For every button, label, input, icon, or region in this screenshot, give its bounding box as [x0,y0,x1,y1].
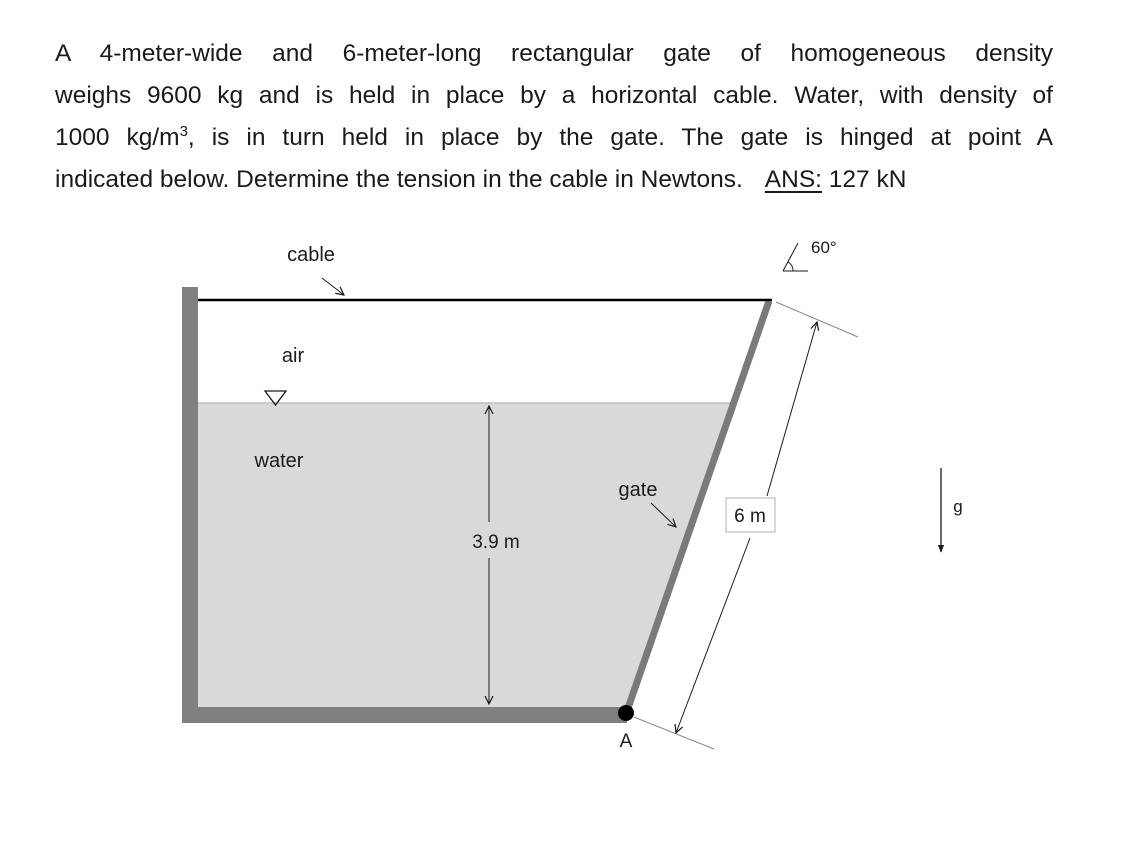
gate-length-label: 6 m [734,506,766,527]
gravity-label: g [953,497,963,516]
answer-label: ANS: [764,166,822,193]
angle-label: 60° [811,238,837,257]
angle-slant-line [783,243,798,271]
air-label: air [281,345,305,367]
hinge-point [618,705,634,721]
cubic-superscript: 3 [179,122,188,140]
problem-line-2: weighs 9600 kg and is held in place by a horizontal cable. Water, with density of [55,82,1053,109]
water-label: water [254,450,304,472]
cable-pointer-arrow [322,278,344,295]
problem-line-3-start: 1000 kg/m [55,124,180,151]
gate-length-dimension-lower [676,538,750,733]
cable-label: cable [287,244,335,266]
problem-line-3-end: , is in turn held in place by the gate. The gate is hinged at point A [187,124,1053,151]
bottom-wall [182,707,627,723]
angle-indicator [783,238,837,271]
left-wall [182,287,198,723]
answer-value: 127 kN [828,166,907,193]
gate-length-dimension-upper [767,322,817,496]
angle-arc [788,262,793,271]
dimension-extension-bottom [634,717,714,749]
depth-label: 3.9 m [472,532,520,553]
problem-line-1: A 4-meter-wide and 6-meter-long rectangular gate of homogeneous density [55,40,1053,67]
hinge-label: A [619,731,633,752]
problem-question: indicated below. Determine the tension in the cable in Newtons. [55,166,743,193]
gate-label: gate [618,479,658,501]
dimension-extension-top [776,302,858,337]
water-region [198,403,733,707]
